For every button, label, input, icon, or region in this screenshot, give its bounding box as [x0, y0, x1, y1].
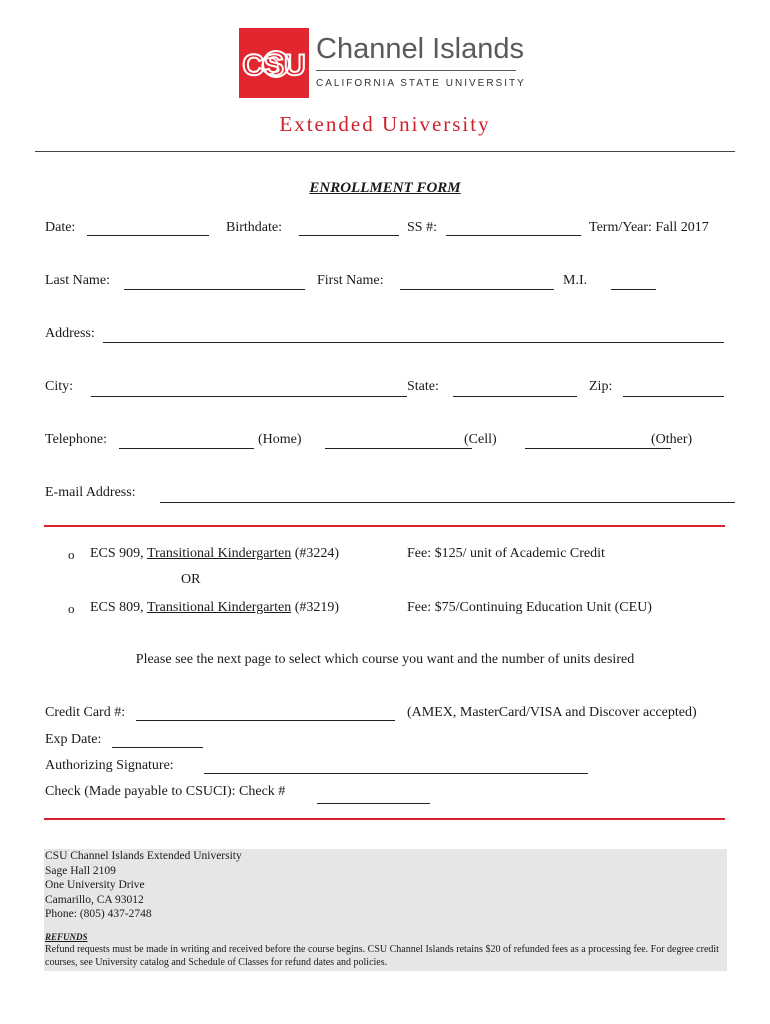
last-name-label: Last Name:: [45, 273, 110, 288]
course-1-number: (#3224): [294, 546, 340, 561]
date-label: Date:: [45, 220, 76, 235]
mi-label: M.I.: [563, 273, 588, 288]
check-label: Check (Made payable to CSUCI): Check #: [45, 784, 286, 799]
first-name-label: First Name:: [317, 273, 384, 288]
credit-card-field[interactable]: [136, 720, 395, 721]
date-field[interactable]: [87, 235, 209, 236]
footer-line: CSU Channel Islands Extended University: [45, 850, 242, 862]
or-separator: OR: [181, 572, 201, 587]
address-label: Address:: [45, 326, 95, 341]
exp-date-label: Exp Date:: [45, 732, 102, 747]
mi-field[interactable]: [611, 289, 656, 290]
address-field[interactable]: [103, 342, 724, 343]
course-1-title: [90, 546, 339, 562]
exp-date-field[interactable]: [112, 747, 203, 748]
header-divider: [35, 151, 735, 152]
section-divider-top: [44, 525, 725, 527]
course-2-name: Transitional Kindergarten: [146, 600, 292, 615]
course-2-checkbox[interactable]: o: [68, 601, 75, 616]
accepted-cards-note: (AMEX, MasterCard/VISA and Discover accepted): [407, 705, 697, 720]
course-selection-note: Please see the next page to select which course you want and the number of units desired: [135, 652, 635, 667]
other-label: (Other): [651, 432, 693, 447]
course-1-fee: Fee: $125/ unit of Academic Credit: [407, 546, 605, 561]
course-1-checkbox[interactable]: o: [68, 547, 75, 562]
logo-subtitle: CALIFORNIA STATE UNIVERSITY: [316, 78, 526, 89]
footer-line: Camarillo, CA 93012: [45, 893, 144, 906]
course-1-code: ECS 909,: [90, 546, 144, 561]
course-2-title: [90, 600, 339, 616]
check-number-field[interactable]: [317, 803, 430, 804]
refunds-heading: REFUNDS: [45, 932, 88, 942]
city-label: City:: [45, 379, 74, 394]
zip-label: Zip:: [589, 379, 613, 394]
signature-label: Authorizing Signature:: [45, 758, 174, 773]
first-name-field[interactable]: [400, 289, 554, 290]
home-label: (Home): [258, 432, 302, 447]
footer-line: One University Drive: [45, 879, 145, 891]
department-title: Extended University: [279, 112, 491, 136]
email-field[interactable]: [160, 502, 735, 503]
city-field[interactable]: [91, 396, 407, 397]
refunds-policy-text: Refund requests must be made in writing and received before the course begins. CSU Channel Islands retains $20 of refunded fees as a processing fee. For degree credit courses, see University catalog and Schedule of Classes for refund dates and policies.: [45, 944, 719, 968]
state-field[interactable]: [453, 396, 577, 397]
logo-divider: [316, 70, 516, 71]
course-1-name: Transitional Kindergarten: [146, 546, 292, 561]
home-phone-field[interactable]: [119, 448, 254, 449]
footer-line: Phone: (805) 437-2748: [45, 908, 152, 920]
telephone-label: Telephone:: [45, 432, 107, 447]
ss-field[interactable]: [446, 235, 581, 236]
last-name-field[interactable]: [124, 289, 305, 290]
course-2-fee: Fee: $75/Continuing Education Unit (CEU): [407, 600, 652, 615]
course-2-number: (#3219): [294, 600, 340, 615]
emblem-letters: CSU: [242, 49, 306, 82]
credit-card-label: Credit Card #:: [45, 705, 126, 720]
term-year-label: Term/Year: Fall 2017: [589, 220, 709, 235]
birthdate-field[interactable]: [299, 235, 399, 236]
csu-emblem-icon: [239, 28, 309, 98]
cell-label: (Cell): [464, 432, 497, 447]
state-label: State:: [407, 379, 439, 394]
form-title: ENROLLMENT FORM: [309, 180, 461, 196]
logo-name: Channel Islands: [316, 33, 524, 65]
ss-label: SS #:: [407, 220, 437, 235]
course-2-code: ECS 809,: [90, 600, 144, 615]
section-divider-bottom: [44, 818, 725, 820]
birthdate-label: Birthdate:: [226, 220, 282, 235]
email-label: E-mail Address:: [45, 485, 136, 500]
footer-address: [45, 849, 242, 922]
csu-logo-emblem: [239, 28, 309, 98]
other-phone-field[interactable]: [525, 448, 671, 449]
zip-field[interactable]: [623, 396, 724, 397]
signature-field[interactable]: [204, 773, 588, 774]
cell-phone-field[interactable]: [325, 448, 472, 449]
footer-line: Sage Hall 2109: [45, 864, 116, 877]
